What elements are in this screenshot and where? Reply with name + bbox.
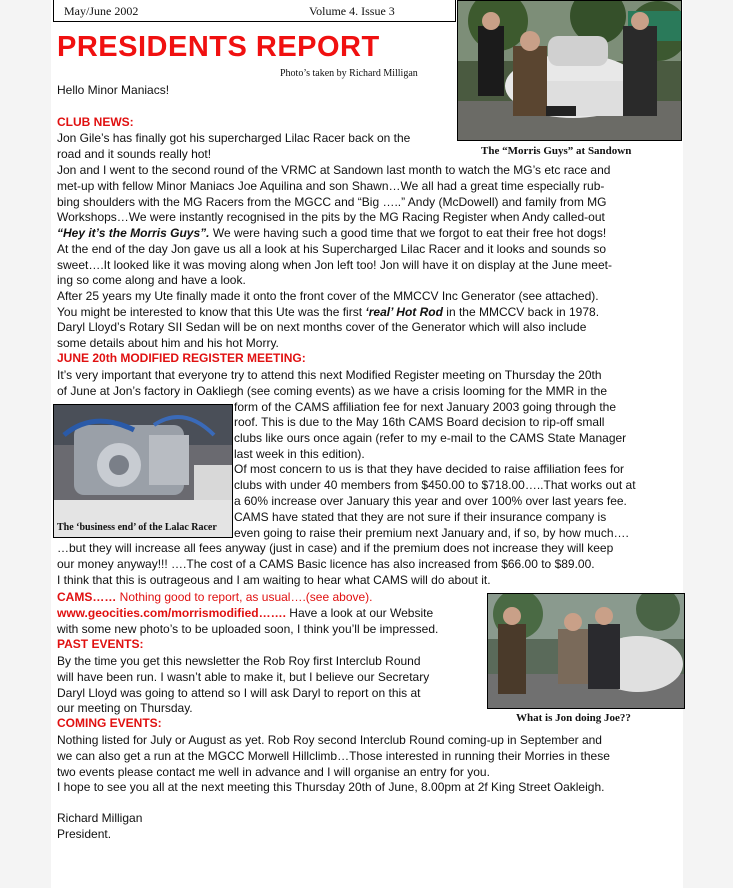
issue-volume: Volume 4. Issue 3 xyxy=(309,4,395,18)
register-line: of June at Jon’s factory in Oakliegh (see coming events) as we have a crisis looming for the MMR in the xyxy=(57,384,608,398)
register-line: I think that this is outrageous and I am waiting to hear what CAMS will do about it. xyxy=(57,573,491,587)
club-news-line: some details about him and his hot Morry. xyxy=(57,336,279,350)
coming-events-heading: COMING EVENTS: xyxy=(57,716,162,730)
register-line: our money anyway!!! ….The cost of a CAMS Basic licence has also increased from $66.00 to $89.00. xyxy=(57,557,595,571)
club-news-line: Jon Gile’s has finally got his supercharged Lilac Racer back on the xyxy=(57,131,411,145)
real-hot-rod: ‘real’ Hot Rod xyxy=(365,305,443,319)
register-line: CAMS have stated that they are not sure if their insurance company is xyxy=(234,510,607,524)
lalac-racer-caption: The ‘business end’ of the Lalac Racer xyxy=(57,522,217,533)
club-news-line: road and it sounds really hot! xyxy=(57,147,212,161)
signoff-name: Richard Milligan xyxy=(57,811,143,825)
coming-events-line: two events please contact me well in advance and I will organise an entry for you. xyxy=(57,765,490,779)
club-news-line: bing shoulders with the MG Racers from the MGCC and “Big …..” Andy (McDowell) and family from MG xyxy=(57,195,607,209)
club-news-line: Workshops…We were instantly recognised in the pits by the MG Racing Register when Andy called-out xyxy=(57,210,605,224)
register-line: a 60% increase over January this year and over 100% over last years fee. xyxy=(234,494,627,508)
register-line: It’s very important that everyone try to attend this next Modified Register meeting on Thursday the 20th xyxy=(57,368,602,382)
club-news-line: met-up with fellow Minor Maniacs Joe Aquilina and son Shawn…We all had a great time especially rub- xyxy=(57,179,605,193)
coming-events-line: I hope to see you all at the next meeting this Thursday 20th of June, 8.00pm at 2f King Street Oakleigh. xyxy=(57,780,605,794)
website-link[interactable]: www.geocities.com/morrismodified……. xyxy=(57,606,286,620)
club-news-line: sweet….It looked like it was moving along when Jon left too! Jon will have it on display at the June meet- xyxy=(57,258,612,272)
issue-date: May/June 2002 xyxy=(64,4,139,18)
register-line: even going to raise their premium next January and, if so, by how much…. xyxy=(234,526,629,540)
register-line: roof. This is due to the May 16th CAMS Board decision to rip-off small xyxy=(234,415,605,429)
cams-text: Nothing good to report, as usual….(see above). xyxy=(116,590,373,604)
signoff-title: President. xyxy=(57,827,112,841)
photo-credit: Photo’s taken by Richard Milligan xyxy=(280,68,418,79)
past-events-line: our meeting on Thursday. xyxy=(57,701,193,715)
club-news-line: ing so come along and have a look. xyxy=(57,273,246,287)
jon-joe-photo xyxy=(487,593,685,709)
website-line: with some new photo’s to be uploaded soon, I think you’ll be impressed. xyxy=(57,622,439,636)
club-news-line: At the end of the day Jon gave us all a look at his Supercharged Lilac Racer and it looks and sounds so xyxy=(57,242,607,256)
register-line: form of the CAMS affiliation fee for next January 2003 going through the xyxy=(234,400,617,414)
club-news-line: “Hey it’s the Morris Guys”. We were having such a good time that we forgot to eat their free hot dogs! xyxy=(57,226,607,240)
coming-events-line: Nothing listed for July or August as yet. Rob Roy second Interclub Round coming-up in September and xyxy=(57,733,602,747)
morris-guys-quote: “Hey it’s the Morris Guys”. xyxy=(57,226,210,240)
modified-register-heading: JUNE 20th MODIFIED REGISTER MEETING: xyxy=(57,351,306,365)
past-events-heading: PAST EVENTS: xyxy=(57,637,144,651)
club-news-line: After 25 years my Ute finally made it onto the front cover of the MMCCV Inc Generator (see attached). xyxy=(57,289,599,303)
morris-guys-caption: The “Morris Guys” at Sandown xyxy=(481,145,632,157)
register-line: Of most concern to us is that they have decided to raise affiliation fees for xyxy=(234,462,624,476)
past-events-line: Daryl Lloyd was going to attend so I will ask Daryl to report on this at xyxy=(57,686,421,700)
register-line: clubs like ours once again (refer to my e-mail to the CAMS State Manager xyxy=(234,431,627,445)
club-news-line: Daryl Lloyd’s Rotary SII Sedan will be on next months cover of the Generator which will also include xyxy=(57,320,587,334)
club-news-line: You might be interested to know that this Ute was the first ‘real’ Hot Rod in the MMCCV back in 1978. xyxy=(57,305,600,319)
past-events-line: will have been run. I wasn’t able to make it, but I believe our Secretary xyxy=(57,670,430,684)
greeting: Hello Minor Maniacs! xyxy=(57,83,170,97)
page-title: PRESIDENTS REPORT xyxy=(57,30,388,64)
club-news-line: Jon and I went to the second round of the VRMC at Sandown last month to watch the MG’s etc race and xyxy=(57,163,611,177)
register-line: clubs with under 40 members from $450.00 to $718.00…..That works out at xyxy=(234,478,636,492)
website-line: www.geocities.com/morrismodified……. Have a look at our Website xyxy=(57,606,434,620)
morris-guys-photo xyxy=(457,0,682,141)
cams-label: CAMS…… xyxy=(57,590,117,604)
jon-joe-caption: What is Jon doing Joe?? xyxy=(516,712,631,724)
register-line: last week in this edition). xyxy=(234,447,365,461)
register-line: …but they will increase all fees anyway (just in case) and if the premium does not increase they will keep xyxy=(57,541,614,555)
club-news-heading: CLUB NEWS: xyxy=(57,115,134,129)
cams-line xyxy=(57,590,373,606)
issue-header xyxy=(53,0,456,22)
past-events-line: By the time you get this newsletter the Rob Roy first Interclub Round xyxy=(57,654,421,668)
lalac-racer-photo xyxy=(53,404,233,538)
coming-events-line: we can also get a run at the MGCC Morwell Hillclimb…Those interested in running their Morries in these xyxy=(57,749,610,763)
